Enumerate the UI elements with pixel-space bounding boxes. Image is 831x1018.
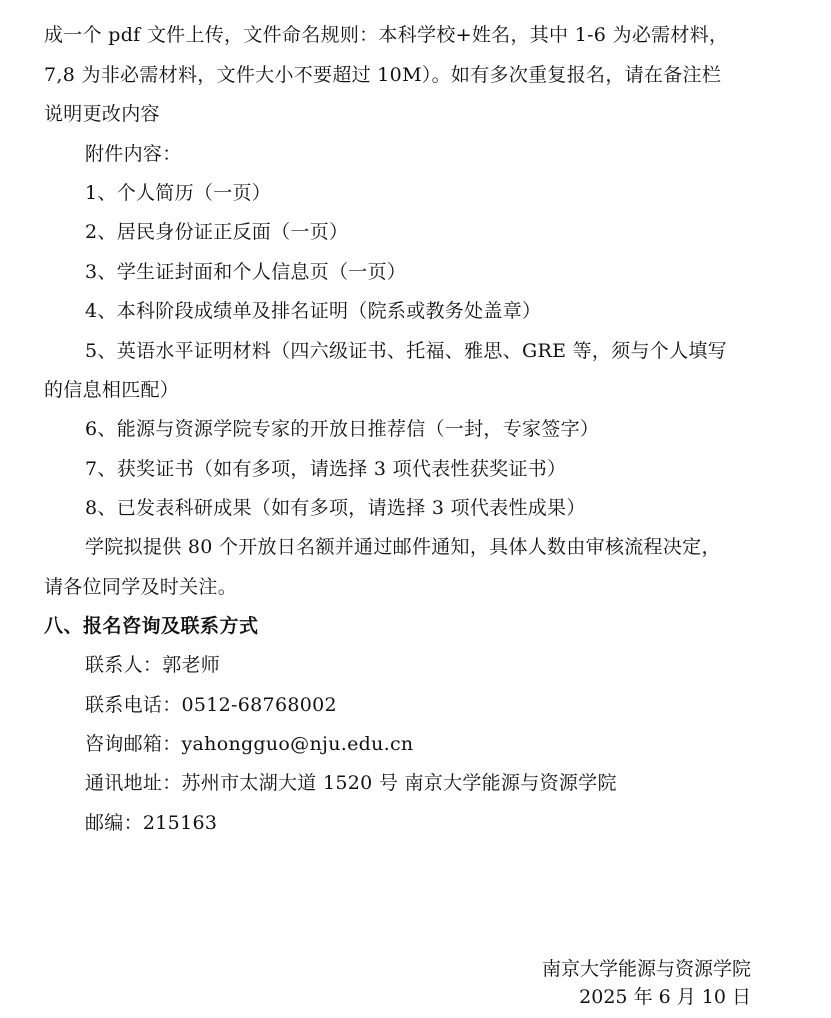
signature-org: 南京大学能源与资源学院 xyxy=(541,958,751,980)
attachment-item-5-continued: 的信息相匹配） xyxy=(44,379,180,401)
contact-email: 咨询邮箱：yahongguo@nju.edu.cn xyxy=(85,733,414,755)
intro-line-2: 7,8 为非必需材料，文件大小不要超过 10M）。如有多次重复报名，请在备注栏 xyxy=(44,64,722,86)
attachments-title: 附件内容： xyxy=(85,143,182,165)
contact-person: 联系人：郭老师 xyxy=(85,654,221,676)
quota-line-1: 学院拟提供 80 个开放日名额并通过邮件通知，具体人数由审核流程决定， xyxy=(85,536,721,558)
quota-line-2: 请各位同学及时关注。 xyxy=(44,576,238,598)
attachment-item-1: 1、个人简历（一页） xyxy=(85,182,272,204)
contact-address: 通讯地址：苏州市太湖大道 1520 号 南京大学能源与资源学院 xyxy=(85,772,617,794)
contact-phone: 联系电话：0512-68768002 xyxy=(85,694,337,716)
contact-postcode: 邮编：215163 xyxy=(85,812,218,834)
intro-line-3: 说明更改内容 xyxy=(44,103,160,125)
attachment-item-4: 4、本科阶段成绩单及排名证明（院系或教务处盖章） xyxy=(85,300,542,322)
contact-heading: 八、报名咨询及联系方式 xyxy=(44,615,259,637)
attachment-item-5: 5、英语水平证明材料（四六级证书、托福、雅思、GRE 等，须与个人填写 xyxy=(85,340,727,362)
attachment-item-8: 8、已发表科研成果（如有多项，请选择 3 项代表性成果） xyxy=(85,497,586,519)
attachment-item-6: 6、能源与资源学院专家的开放日推荐信（一封，专家签字） xyxy=(85,418,600,440)
attachment-item-2: 2、居民身份证正反面（一页） xyxy=(85,221,349,243)
signature-date: 2025 年 6 月 10 日 xyxy=(579,986,751,1008)
attachment-item-7: 7、获奖证书（如有多项，请选择 3 项代表性获奖证书） xyxy=(85,458,567,480)
intro-line-1: 成一个 pdf 文件上传，文件命名规则：本科学校+姓名，其中 1-6 为必需材料， xyxy=(44,24,729,46)
attachment-item-3: 3、学生证封面和个人信息页（一页） xyxy=(85,261,407,283)
